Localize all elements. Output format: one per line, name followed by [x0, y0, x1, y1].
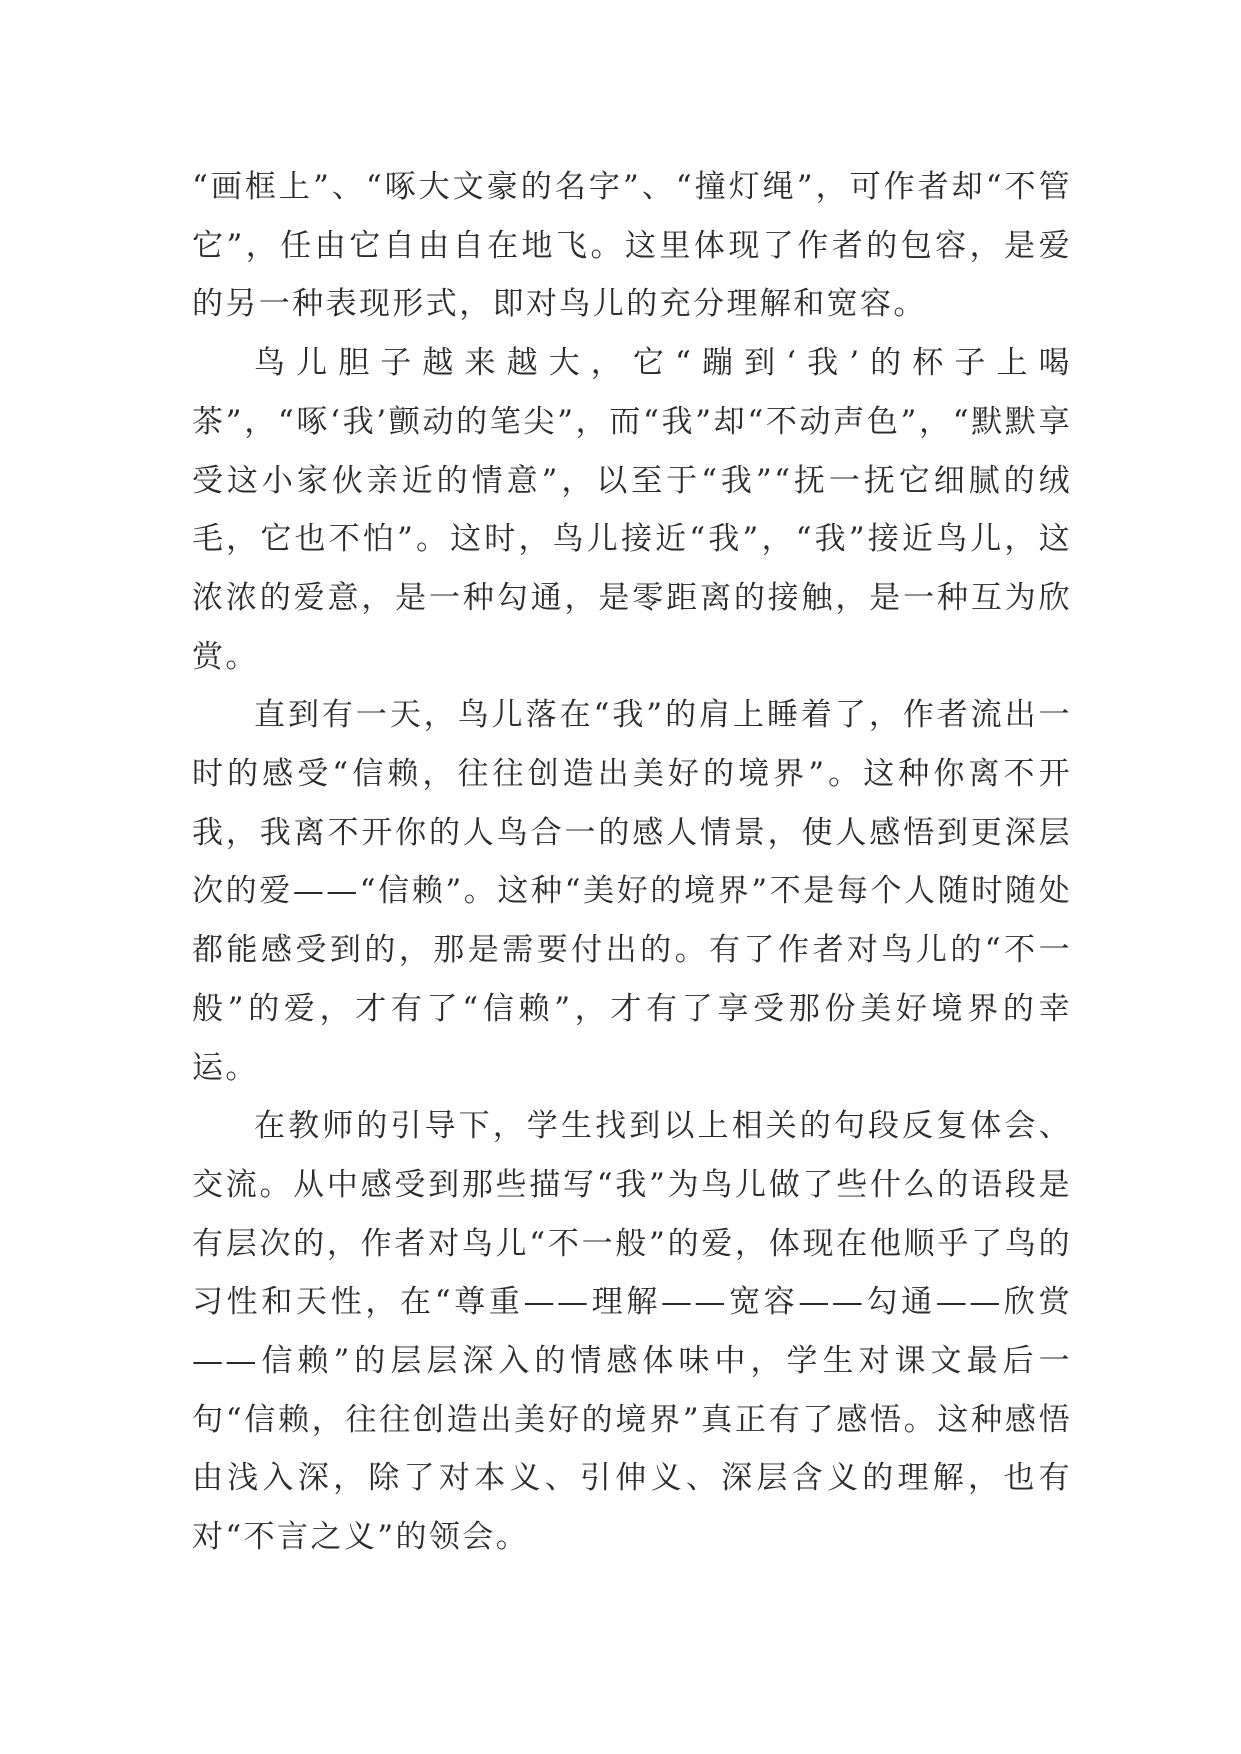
paragraph-1: “画框上”、“啄大文豪的名字”、“撞灯绳”，可作者却“不管它”，任由它自由自在地飞。这里体现了作者的包容，是爱的另一种表现形式，即对鸟儿的充分理解和宽容。: [192, 169, 1072, 323]
document-body: [192, 158, 1072, 1567]
paragraph-3: 直到有一天，鸟儿落在“我”的肩上睡着了，作者流出一时的感受“信赖，往往创造出美好的境界”。这种你离不开我，我离不开你的人鸟合一的感人情景，使人感悟到更深层次的爱——“信赖”。这种“美好的境界”不是每个人随时随处都能感受到的，那是需要付出的。有了作者对鸟儿的“不一般”的爱，才有了“信赖”，才有了享受那份美好境界的幸运。: [192, 697, 1072, 1086]
paragraph-4: 在教师的引导下，学生找到以上相关的句段反复体会、交流。从中感受到那些描写“我”为鸟儿做了些什么的语段是有层次的，作者对鸟儿“不一般”的爱，体现在他顺乎了鸟的习性和天性，在“尊重——理解——宽容——勾通——欣赏——信赖”的层层深入的情感体味中，学生对课文最后一句“信赖，往往创造出美好的境界”真正有了感悟。这种感悟由浅入深，除了对本义、引伸义、深层含义的理解，也有对“不言之义”的领会。: [192, 1108, 1072, 1556]
paragraph-2: 鸟儿胆子越来越大，它“蹦到‘我’的杯子上喝茶”，“啄‘我’颤动的笔尖”，而“我”却“不动声色”，“默默享受这小家伙亲近的情意”，以至于“我”“抚一抚它细腻的绒毛，它也不怕”。这时，鸟儿接近“我”，“我”接近鸟儿，这浓浓的爱意，是一种勾通，是零距离的接触，是一种互为欣赏。: [192, 345, 1072, 675]
